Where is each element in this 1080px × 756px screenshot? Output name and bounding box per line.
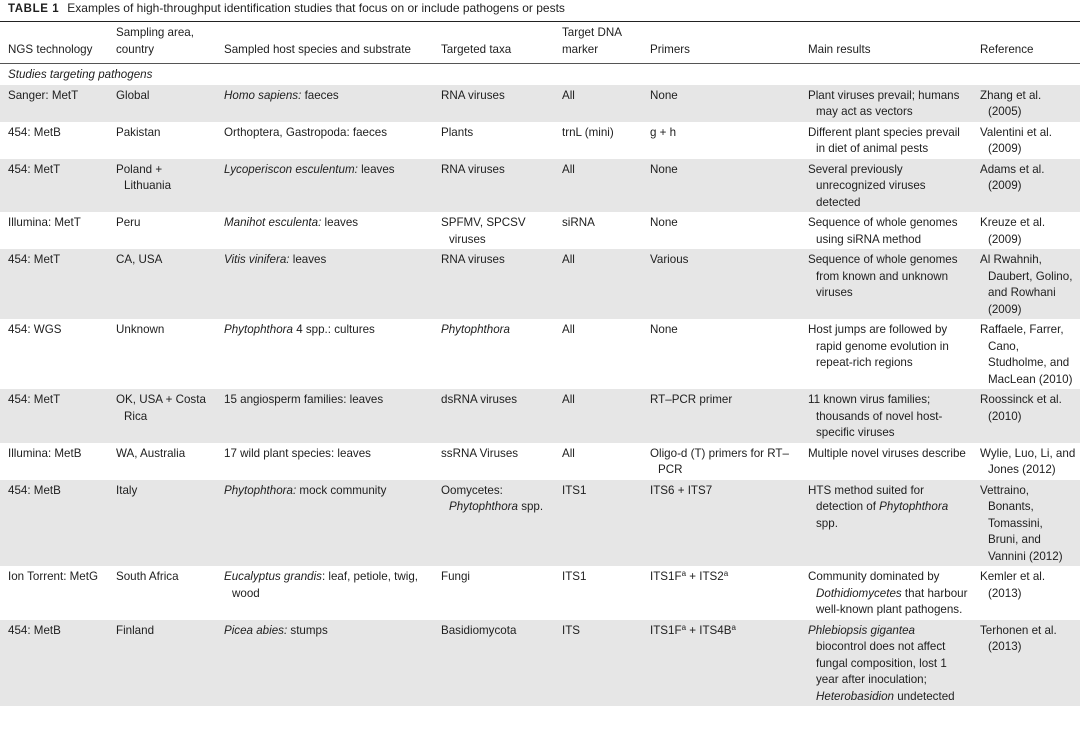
- table-title: Examples of high-throughput identification studies that focus on or include pathogens or pests: [67, 1, 565, 15]
- cell-results: 11 known virus families; thousands of novel host-specific viruses: [808, 393, 943, 439]
- cell-marker: trnL (mini): [562, 125, 614, 139]
- cell-tech: Sanger: MetT: [8, 88, 79, 102]
- table-label: TABLE 1: [8, 3, 60, 15]
- header-results: Main results: [800, 22, 972, 64]
- cell-area: Pakistan: [116, 125, 161, 139]
- cell-marker: All: [562, 253, 575, 266]
- cell-area: Peru: [116, 216, 141, 229]
- cell-marker: ITS1: [562, 570, 587, 583]
- cell-area: Italy: [116, 483, 138, 497]
- cell-results: Plant viruses prevail; humans may act as vectors: [808, 88, 960, 118]
- cell-host: 17 wild plant species: leaves: [224, 446, 371, 460]
- cell-marker: All: [562, 323, 575, 336]
- cell-results: Host jumps are followed by rapid genome evolution in repeat-rich regions: [808, 323, 949, 369]
- cell-area: Global: [116, 88, 150, 102]
- cell-results: Sequence of whole genomes from known and unknown viruses: [808, 253, 958, 299]
- cell-tech: 454: MetB: [8, 623, 61, 637]
- cell-results: Sequence of whole genomes using siRNA method: [808, 216, 958, 246]
- table-row: [0, 443, 1080, 480]
- cell-reference: Kreuze et al. (2009): [980, 216, 1046, 246]
- cell-area: CA, USA: [116, 253, 163, 266]
- table-row: [0, 85, 1080, 122]
- cell-area: Finland: [116, 623, 155, 637]
- cell-primers: None: [650, 216, 678, 229]
- cell-marker: All: [562, 88, 575, 102]
- cell-area: OK, USA + Costa Rica: [116, 393, 206, 423]
- cell-tech: 454: MetT: [8, 253, 61, 266]
- cell-taxa: Basidiomycota: [441, 623, 517, 637]
- cell-primers: None: [650, 323, 678, 336]
- table-row: [0, 159, 1080, 213]
- cell-marker: All: [562, 393, 575, 406]
- section-row: [0, 64, 1080, 85]
- cell-tech: Illumina: MetT: [8, 216, 81, 229]
- cell-taxa: SPFMV, SPCSV viruses: [441, 216, 526, 246]
- header-taxa: Targeted taxa: [433, 22, 554, 64]
- cell-host: 15 angiosperm families: leaves: [224, 393, 384, 406]
- cell-area: South Africa: [116, 570, 179, 583]
- cell-primers: $ITS1F^a + ITS4B^a$: [650, 622, 736, 637]
- cell-tech: Ion Torrent: MetG: [8, 570, 98, 583]
- cell-primers: Oligo-d (T) primers for RT–PCR: [650, 446, 789, 476]
- cell-primers: g + h: [650, 125, 677, 139]
- cell-reference: Wylie, Luo, Li, and Jones (2012): [980, 446, 1076, 476]
- header-reference: Reference: [972, 22, 1080, 64]
- cell-marker: siRNA: [562, 216, 595, 229]
- cell-area: WA, Australia: [116, 446, 186, 460]
- cell-host: Homo sapiens: faeces: [224, 88, 339, 102]
- cell-reference: Terhonen et al. (2013): [980, 623, 1057, 653]
- table-row: [0, 249, 1080, 319]
- cell-host: Orthoptera, Gastropoda: faeces: [224, 125, 388, 139]
- cell-results: Several previously unrecognized viruses detected: [808, 162, 926, 209]
- cell-area: Unknown: [116, 323, 165, 336]
- cell-results: Different plant species prevail in diet of animal pests: [808, 125, 960, 155]
- table-row: [0, 122, 1080, 159]
- table-row: [0, 480, 1080, 567]
- cell-primers: ITS6 + ITS7: [650, 483, 713, 497]
- cell-taxa: Plants: [441, 125, 474, 139]
- cell-taxa: RNA viruses: [441, 162, 505, 176]
- cell-primers: None: [650, 88, 678, 102]
- cell-host: Eucalyptus grandis: leaf, petiole, twig, wood: [224, 570, 418, 600]
- cell-results: HTS method suited for detection of Phytophthora spp.: [808, 483, 949, 530]
- cell-primers: None: [650, 162, 678, 176]
- table-row: [0, 319, 1080, 389]
- table-row: [0, 620, 1080, 707]
- cell-reference: Adams et al. (2009): [980, 162, 1045, 192]
- header-primers: Primers: [642, 22, 800, 64]
- cell-taxa: Phytophthora: [441, 323, 510, 336]
- cell-taxa: RNA viruses: [441, 88, 505, 102]
- section-label: Studies targeting pathogens: [0, 64, 1080, 85]
- cell-marker: All: [562, 162, 575, 176]
- cell-reference: Roossinck et al. (2010): [980, 393, 1062, 423]
- header-marker: Target DNA marker: [554, 22, 642, 64]
- cell-primers: RT–PCR primer: [650, 393, 733, 406]
- cell-host: Lycoperiscon esculentum: leaves: [224, 162, 395, 176]
- cell-reference: Vettraino, Bonants, Tomassini, Bruni, and Vannini (2012): [980, 483, 1063, 563]
- studies-table: [0, 21, 1080, 706]
- table-row: [0, 566, 1080, 620]
- cell-tech: 454: MetB: [8, 125, 61, 139]
- cell-host: Phytophthora 4 spp.: cultures: [224, 323, 375, 336]
- cell-marker: All: [562, 446, 575, 460]
- cell-host: Picea abies: stumps: [224, 623, 328, 637]
- cell-reference: Kemler et al. (2013): [980, 570, 1046, 600]
- cell-tech: 454: MetT: [8, 162, 61, 176]
- cell-tech: 454: MetT: [8, 393, 61, 406]
- cell-results: Phlebiopsis gigantea biocontrol does not affect fungal composition, lost 1 year after inoculation; Heterobasidion undetected: [808, 623, 955, 703]
- cell-primers: $ITS1F^a + ITS2^a$: [650, 569, 729, 583]
- table-row: [0, 389, 1080, 443]
- cell-host: Manihot esculenta: leaves: [224, 216, 359, 229]
- header-host: Sampled host species and substrate: [216, 22, 433, 64]
- table-row: [0, 212, 1080, 249]
- cell-primers: Various: [650, 253, 689, 266]
- cell-taxa: dsRNA viruses: [441, 393, 518, 406]
- cell-tech: 454: MetB: [8, 483, 61, 497]
- cell-marker: ITS: [562, 623, 581, 637]
- cell-taxa: Oomycetes: Phytophthora spp.: [441, 483, 544, 513]
- cell-taxa: RNA viruses: [441, 253, 505, 266]
- cell-tech: 454: WGS: [8, 323, 62, 336]
- cell-reference: Zhang et al. (2005): [980, 88, 1042, 118]
- cell-host: Vitis vinifera: leaves: [224, 253, 327, 266]
- header-row: [0, 22, 1080, 64]
- header-area: Sampling area, country: [108, 22, 216, 64]
- cell-tech: Illumina: MetB: [8, 446, 82, 460]
- cell-results: Multiple novel viruses describe: [808, 446, 966, 460]
- cell-area: Poland + Lithuania: [116, 162, 172, 192]
- header-tech: NGS technology: [0, 22, 108, 64]
- table-caption: [0, 0, 1080, 21]
- cell-taxa: Fungi: [441, 570, 471, 583]
- cell-marker: ITS1: [562, 483, 587, 497]
- cell-reference: Valentini et al. (2009): [980, 125, 1052, 155]
- cell-reference: Raffaele, Farrer, Cano, Studholme, and MacLean (2010): [980, 323, 1073, 386]
- cell-taxa: ssRNA Viruses: [441, 446, 519, 460]
- cell-results: Community dominated by Dothidiomycetes that harbour well-known plant pathogens.: [808, 570, 968, 616]
- cell-host: Phytophthora: mock community: [224, 483, 387, 497]
- cell-reference: Al Rwahnih, Daubert, Golino, and Rowhani (2009): [980, 253, 1073, 316]
